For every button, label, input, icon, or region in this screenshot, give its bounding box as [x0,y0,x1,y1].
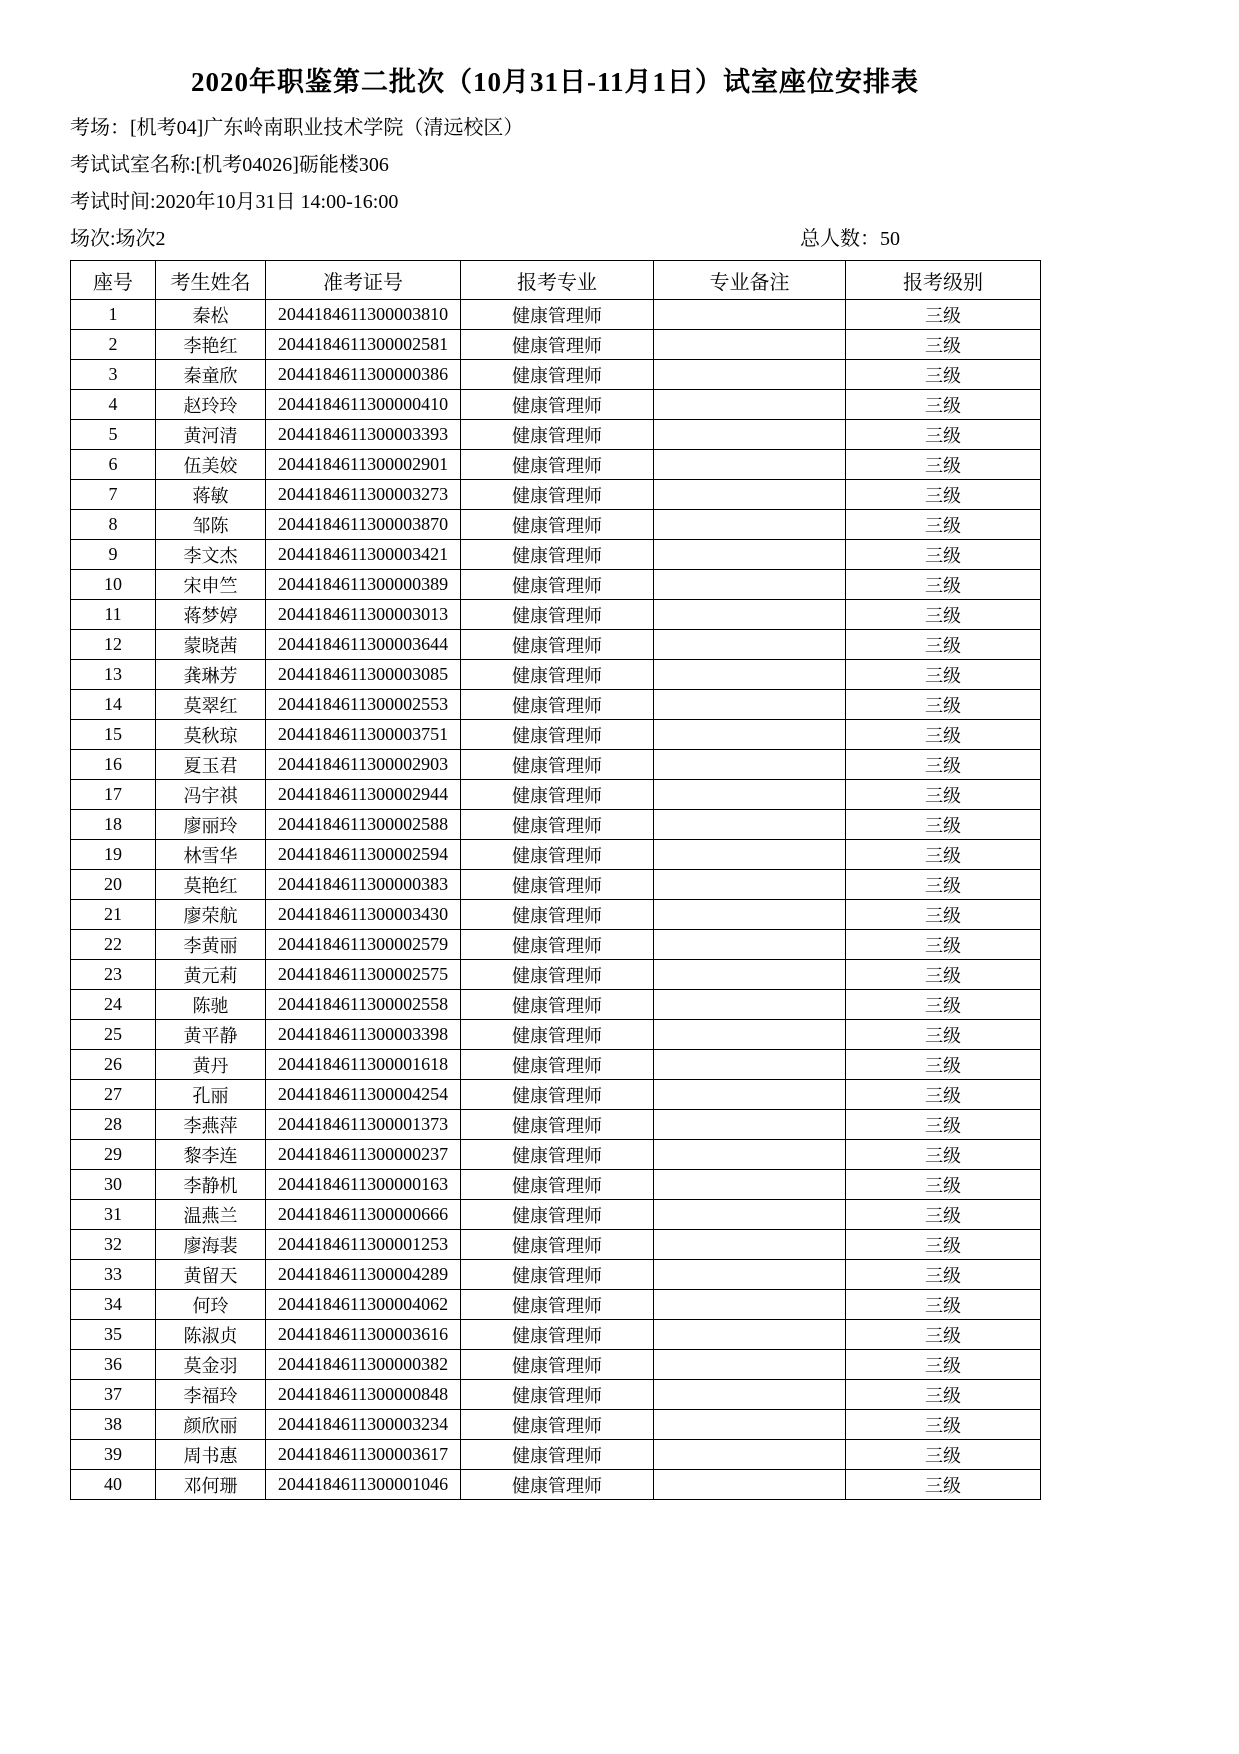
major-note-cell [654,720,846,750]
major-cell: 健康管理师 [461,1050,654,1080]
seat-no-cell: 9 [71,540,156,570]
level-cell: 三级 [846,780,1041,810]
table-row [71,990,1041,1020]
candidate-name-cell: 陈驰 [156,990,266,1020]
major-cell: 健康管理师 [461,630,654,660]
major-note-cell [654,690,846,720]
level-cell: 三级 [846,510,1041,540]
admission-no-cell: 2044184611300003810 [266,300,461,330]
major-cell: 健康管理师 [461,1470,654,1500]
level-cell: 三级 [846,1260,1041,1290]
major-cell: 健康管理师 [461,450,654,480]
table-row [71,1410,1041,1440]
seat-no-cell: 10 [71,570,156,600]
admission-no-cell: 2044184611300000848 [266,1380,461,1410]
admission-no-cell: 2044184611300003234 [266,1410,461,1440]
major-cell: 健康管理师 [461,330,654,360]
major-cell: 健康管理师 [461,810,654,840]
major-cell: 健康管理师 [461,1080,654,1110]
seat-no-cell: 17 [71,780,156,810]
seat-no-cell: 38 [71,1410,156,1440]
level-cell: 三级 [846,1140,1041,1170]
candidate-name-cell: 温燕兰 [156,1200,266,1230]
seat-no-cell: 25 [71,1020,156,1050]
candidate-name-cell: 冯宇祺 [156,780,266,810]
level-cell: 三级 [846,720,1041,750]
major-cell: 健康管理师 [461,750,654,780]
admission-no-cell: 2044184611300002581 [266,330,461,360]
candidate-name-cell: 莫翠红 [156,690,266,720]
seat-no-cell: 34 [71,1290,156,1320]
level-cell: 三级 [846,840,1041,870]
level-cell: 三级 [846,690,1041,720]
major-note-cell [654,960,846,990]
candidate-name-cell: 李文杰 [156,540,266,570]
seat-no-cell: 18 [71,810,156,840]
major-note-cell [654,630,846,660]
exam-time-line: 考试时间:2020年10月31日 14:00-16:00 [70,191,399,213]
major-note-cell [654,1350,846,1380]
table-header-row [71,261,1041,300]
major-cell: 健康管理师 [461,1140,654,1170]
candidate-name-cell: 颜欣丽 [156,1410,266,1440]
seat-no-cell: 37 [71,1380,156,1410]
major-note-cell [654,510,846,540]
level-cell: 三级 [846,480,1041,510]
major-cell: 健康管理师 [461,930,654,960]
level-cell: 三级 [846,930,1041,960]
candidate-name-cell: 黄丹 [156,1050,266,1080]
table-row [71,300,1041,330]
candidate-name-cell: 秦童欣 [156,360,266,390]
table-row [71,600,1041,630]
table-row [71,870,1041,900]
candidate-name-cell: 廖丽玲 [156,810,266,840]
session-total-row [70,221,1040,258]
candidate-name-cell: 廖荣航 [156,900,266,930]
admission-no-cell: 2044184611300001046 [266,1470,461,1500]
total-count-label: 总人数：50 [800,228,900,250]
admission-no-cell: 2044184611300003751 [266,720,461,750]
admission-no-cell: 2044184611300004062 [266,1290,461,1320]
seat-no-cell: 1 [71,300,156,330]
table-row [71,1050,1041,1080]
seat-no-cell: 24 [71,990,156,1020]
seat-no-cell: 4 [71,390,156,420]
level-cell: 三级 [846,1470,1041,1500]
major-note-cell [654,780,846,810]
major-note-cell [654,330,846,360]
candidate-name-cell: 莫金羽 [156,1350,266,1380]
level-cell: 三级 [846,810,1041,840]
candidate-name-cell: 黄留天 [156,1260,266,1290]
admission-no-cell: 2044184611300002588 [266,810,461,840]
seat-no-cell: 27 [71,1080,156,1110]
major-note-cell [654,1260,846,1290]
level-cell: 三级 [846,1110,1041,1140]
admission-no-cell: 2044184611300003616 [266,1320,461,1350]
level-cell: 三级 [846,660,1041,690]
table-row [71,1260,1041,1290]
seat-no-cell: 30 [71,1170,156,1200]
seat-no-cell: 23 [71,960,156,990]
level-cell: 三级 [846,1200,1041,1230]
level-cell: 三级 [846,360,1041,390]
major-note-cell [654,480,846,510]
level-cell: 三级 [846,1350,1041,1380]
major-cell: 健康管理师 [461,960,654,990]
major-cell: 健康管理师 [461,870,654,900]
seat-no-cell: 31 [71,1200,156,1230]
level-cell: 三级 [846,570,1041,600]
major-cell: 健康管理师 [461,1410,654,1440]
level-cell: 三级 [846,300,1041,330]
admission-no-cell: 2044184611300003644 [266,630,461,660]
major-cell: 健康管理师 [461,300,654,330]
seat-no-cell: 3 [71,360,156,390]
major-note-cell [654,390,846,420]
table-row [71,930,1041,960]
candidate-name-cell: 伍美姣 [156,450,266,480]
major-cell: 健康管理师 [461,1290,654,1320]
admission-no-cell: 2044184611300000666 [266,1200,461,1230]
seat-no-cell: 33 [71,1260,156,1290]
seat-no-cell: 8 [71,510,156,540]
major-cell: 健康管理师 [461,1320,654,1350]
major-note-cell [654,930,846,960]
seat-no-cell: 7 [71,480,156,510]
candidate-name-cell: 李燕萍 [156,1110,266,1140]
major-note-cell [654,870,846,900]
major-note-cell [654,540,846,570]
major-cell: 健康管理师 [461,420,654,450]
table-row [71,450,1041,480]
table-row [71,1350,1041,1380]
major-cell: 健康管理师 [461,390,654,420]
candidate-name-cell: 黄河清 [156,420,266,450]
admission-no-cell: 2044184611300002558 [266,990,461,1020]
admission-no-cell: 2044184611300002901 [266,450,461,480]
seat-no-cell: 28 [71,1110,156,1140]
major-note-cell [654,1230,846,1260]
major-cell: 健康管理师 [461,900,654,930]
admission-no-cell: 2044184611300000386 [266,360,461,390]
table-row [71,1470,1041,1500]
seating-table-body [71,300,1041,1500]
major-cell: 健康管理师 [461,600,654,630]
major-note-cell [654,1200,846,1230]
level-cell: 三级 [846,420,1041,450]
level-cell: 三级 [846,330,1041,360]
major-note-cell [654,360,846,390]
table-row [71,480,1041,510]
major-note-cell [654,660,846,690]
major-note-cell [654,1170,846,1200]
candidate-name-cell: 夏玉君 [156,750,266,780]
level-cell: 三级 [846,870,1041,900]
admission-no-cell: 2044184611300001373 [266,1110,461,1140]
level-cell: 三级 [846,540,1041,570]
table-row [71,1380,1041,1410]
seat-no-cell: 39 [71,1440,156,1470]
table-row [71,660,1041,690]
admission-no-cell: 2044184611300002575 [266,960,461,990]
admission-no-cell: 2044184611300001618 [266,1050,461,1080]
table-row [71,1170,1041,1200]
major-cell: 健康管理师 [461,480,654,510]
candidate-name-cell: 蒋敏 [156,480,266,510]
candidate-name-cell: 孔丽 [156,1080,266,1110]
admission-no-cell: 2044184611300003617 [266,1440,461,1470]
table-row [71,360,1041,390]
candidate-name-cell: 莫艳红 [156,870,266,900]
major-cell: 健康管理师 [461,1020,654,1050]
major-note-cell [654,1020,846,1050]
table-row [71,780,1041,810]
document-content [70,62,1040,1500]
table-row [71,1020,1041,1050]
seat-no-cell: 11 [71,600,156,630]
level-cell: 三级 [846,1380,1041,1410]
major-note-cell [654,1110,846,1140]
level-cell: 三级 [846,630,1041,660]
candidate-name-cell: 林雪华 [156,840,266,870]
candidate-name-cell: 龚琳芳 [156,660,266,690]
table-row [71,810,1041,840]
candidate-name-cell: 蒙晓茜 [156,630,266,660]
major-cell: 健康管理师 [461,780,654,810]
seat-no-cell: 20 [71,870,156,900]
level-cell: 三级 [846,1290,1041,1320]
candidate-name-cell: 赵玲玲 [156,390,266,420]
table-row [71,420,1041,450]
level-cell: 三级 [846,600,1041,630]
admission-no-cell: 2044184611300003013 [266,600,461,630]
admission-no-cell: 2044184611300001253 [266,1230,461,1260]
admission-no-cell: 2044184611300002553 [266,690,461,720]
major-cell: 健康管理师 [461,1350,654,1380]
major-cell: 健康管理师 [461,1380,654,1410]
level-cell: 三级 [846,1020,1041,1050]
table-row [71,1200,1041,1230]
admission-no-cell: 2044184611300003430 [266,900,461,930]
major-note-cell [654,1470,846,1500]
admission-no-cell: 2044184611300002594 [266,840,461,870]
major-note-cell [654,1440,846,1470]
admission-no-cell: 2044184611300000163 [266,1170,461,1200]
candidate-name-cell: 黄元莉 [156,960,266,990]
seat-no-cell: 36 [71,1350,156,1380]
seat-no-cell: 5 [71,420,156,450]
major-note-cell [654,1380,846,1410]
table-row [71,900,1041,930]
candidate-name-cell: 秦松 [156,300,266,330]
table-row [71,1080,1041,1110]
level-cell: 三级 [846,960,1041,990]
level-cell: 三级 [846,1080,1041,1110]
level-cell: 三级 [846,1170,1041,1200]
admission-no-cell: 2044184611300002579 [266,930,461,960]
table-row [71,1110,1041,1140]
candidate-name-cell: 陈淑贞 [156,1320,266,1350]
admission-no-cell: 2044184611300003085 [266,660,461,690]
major-note-cell [654,1320,846,1350]
seat-no-cell: 6 [71,450,156,480]
major-note-cell [654,900,846,930]
admission-no-cell: 2044184611300000389 [266,570,461,600]
table-row [71,570,1041,600]
seat-no-cell: 29 [71,1140,156,1170]
candidate-name-cell: 李艳红 [156,330,266,360]
col-header-level: 报考级别 [846,261,1041,300]
candidate-name-cell: 李静机 [156,1170,266,1200]
candidate-name-cell: 周书惠 [156,1440,266,1470]
table-row [71,750,1041,780]
major-note-cell [654,840,846,870]
table-row [71,960,1041,990]
table-row [71,1230,1041,1260]
candidate-name-cell: 李福玲 [156,1380,266,1410]
admission-no-cell: 2044184611300000410 [266,390,461,420]
major-note-cell [654,1290,846,1320]
seat-no-cell: 22 [71,930,156,960]
col-header-major-note: 专业备注 [654,261,846,300]
major-cell: 健康管理师 [461,540,654,570]
col-header-major: 报考专业 [461,261,654,300]
major-note-cell [654,300,846,330]
major-cell: 健康管理师 [461,1200,654,1230]
candidate-name-cell: 黄平静 [156,1020,266,1050]
admission-no-cell: 2044184611300002944 [266,780,461,810]
major-cell: 健康管理师 [461,690,654,720]
seating-table [70,260,1041,1500]
table-row [71,510,1041,540]
seat-no-cell: 16 [71,750,156,780]
major-note-cell [654,1140,846,1170]
table-row [71,390,1041,420]
major-note-cell [654,750,846,780]
col-header-candidate-name: 考生姓名 [156,261,266,300]
candidate-name-cell: 李黄丽 [156,930,266,960]
exam-room-line: 考试试室名称:[机考04026]砺能楼306 [70,154,389,176]
level-cell: 三级 [846,1410,1041,1440]
admission-no-cell: 2044184611300003273 [266,480,461,510]
candidate-name-cell: 莫秋琼 [156,720,266,750]
major-note-cell [654,1080,846,1110]
seat-no-cell: 13 [71,660,156,690]
major-cell: 健康管理师 [461,1260,654,1290]
major-cell: 健康管理师 [461,1440,654,1470]
session-label: 场次:场次2 [70,228,166,250]
major-cell: 健康管理师 [461,840,654,870]
candidate-name-cell: 邓何珊 [156,1470,266,1500]
level-cell: 三级 [846,1230,1041,1260]
admission-no-cell: 2044184611300004289 [266,1260,461,1290]
seat-no-cell: 15 [71,720,156,750]
table-row [71,840,1041,870]
candidate-name-cell: 何玲 [156,1290,266,1320]
level-cell: 三级 [846,900,1041,930]
table-row [71,720,1041,750]
seat-no-cell: 40 [71,1470,156,1500]
table-row [71,1290,1041,1320]
major-cell: 健康管理师 [461,990,654,1020]
major-cell: 健康管理师 [461,360,654,390]
admission-no-cell: 2044184611300000237 [266,1140,461,1170]
major-cell: 健康管理师 [461,1170,654,1200]
candidate-name-cell: 宋申竺 [156,570,266,600]
exam-venue-line: 考场：[机考04]广东岭南职业技术学院（清远校区） [70,117,524,139]
admission-no-cell: 2044184611300003870 [266,510,461,540]
admission-no-cell: 2044184611300000382 [266,1350,461,1380]
major-note-cell [654,990,846,1020]
major-cell: 健康管理师 [461,1230,654,1260]
admission-no-cell: 2044184611300004254 [266,1080,461,1110]
admission-no-cell: 2044184611300003393 [266,420,461,450]
admission-no-cell: 2044184611300003398 [266,1020,461,1050]
major-cell: 健康管理师 [461,720,654,750]
major-note-cell [654,1410,846,1440]
level-cell: 三级 [846,1050,1041,1080]
admission-no-cell: 2044184611300000383 [266,870,461,900]
seat-no-cell: 26 [71,1050,156,1080]
seat-no-cell: 12 [71,630,156,660]
level-cell: 三级 [846,450,1041,480]
major-cell: 健康管理师 [461,660,654,690]
level-cell: 三级 [846,1440,1041,1470]
major-note-cell [654,420,846,450]
candidate-name-cell: 廖海裴 [156,1230,266,1260]
table-row [71,690,1041,720]
major-cell: 健康管理师 [461,570,654,600]
major-note-cell [654,570,846,600]
seat-no-cell: 14 [71,690,156,720]
seat-no-cell: 32 [71,1230,156,1260]
col-header-admission-no: 准考证号 [266,261,461,300]
table-row [71,1440,1041,1470]
admission-no-cell: 2044184611300002903 [266,750,461,780]
major-note-cell [654,810,846,840]
level-cell: 三级 [846,750,1041,780]
table-row [71,1320,1041,1350]
col-header-seat-no: 座号 [71,261,156,300]
page-title: 2020年职鉴第二批次（10月31日-11月1日）试室座位安排表 [190,67,919,97]
level-cell: 三级 [846,990,1041,1020]
candidate-name-cell: 邹陈 [156,510,266,540]
table-row [71,330,1041,360]
candidate-name-cell: 蒋梦婷 [156,600,266,630]
admission-no-cell: 2044184611300003421 [266,540,461,570]
seat-no-cell: 21 [71,900,156,930]
table-row [71,1140,1041,1170]
level-cell: 三级 [846,1320,1041,1350]
level-cell: 三级 [846,390,1041,420]
candidate-name-cell: 黎李连 [156,1140,266,1170]
seat-no-cell: 35 [71,1320,156,1350]
major-cell: 健康管理师 [461,1110,654,1140]
table-row [71,540,1041,570]
major-cell: 健康管理师 [461,510,654,540]
seat-no-cell: 2 [71,330,156,360]
major-note-cell [654,1050,846,1080]
major-note-cell [654,450,846,480]
table-row [71,630,1041,660]
major-note-cell [654,600,846,630]
seat-no-cell: 19 [71,840,156,870]
